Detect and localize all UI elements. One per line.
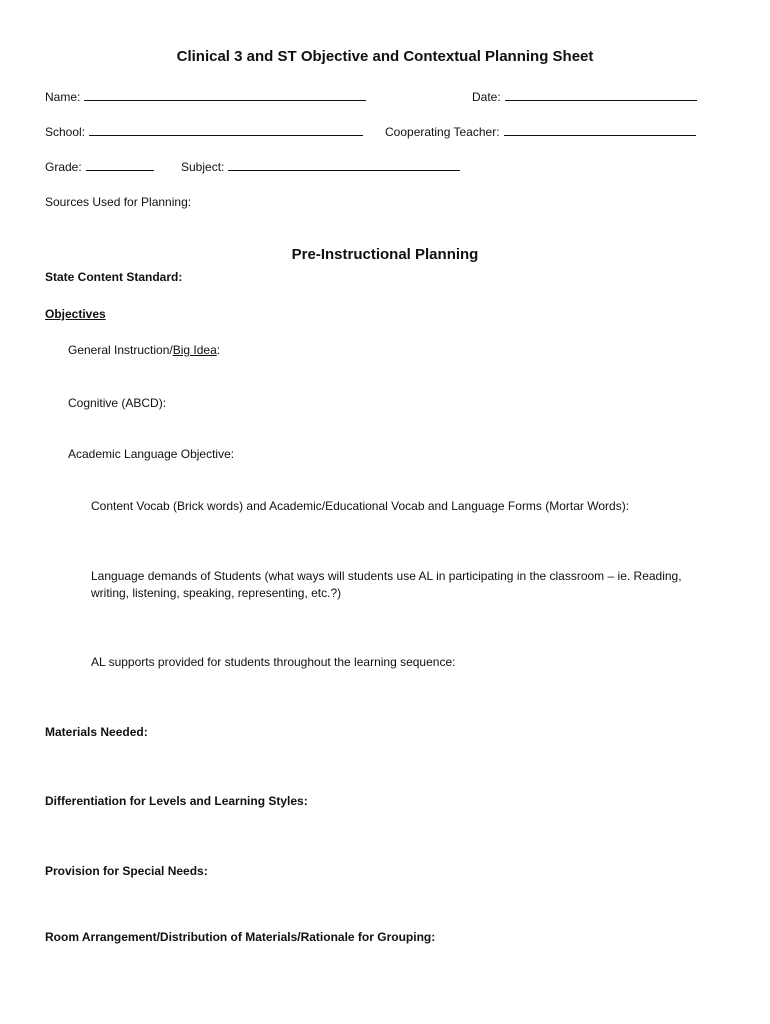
subject-label: Subject: — [181, 160, 225, 174]
cooperating-teacher-label: Cooperating Teacher: — [385, 125, 500, 139]
cooperating-teacher-blank-line[interactable] — [504, 125, 696, 136]
academic-language-objective-label: Academic Language Objective: — [68, 447, 235, 461]
cognitive-label: Cognitive (ABCD): — [68, 396, 167, 410]
page-title: Clinical 3 and ST Objective and Contextual Planning Sheet — [176, 48, 594, 65]
pre-instructional-heading: Pre-Instructional Planning — [291, 246, 479, 263]
special-needs-label: Provision for Special Needs: — [45, 864, 208, 878]
big-idea-text: Big Idea — [172, 343, 217, 357]
date-blank-line[interactable] — [505, 90, 697, 101]
school-label: School: — [45, 125, 86, 139]
room-arrangement-label: Room Arrangement/Distribution of Materials/Rationale for Grouping: — [45, 930, 436, 944]
name-blank-line[interactable] — [84, 90, 366, 101]
date-label: Date: — [472, 90, 501, 104]
language-demands-line2: writing, listening, speaking, representing, etc.?) — [91, 586, 342, 600]
state-content-standard-label: State Content Standard: — [45, 270, 183, 284]
general-instruction-prefix: General Instruction/ — [68, 343, 173, 357]
general-instruction-label — [68, 343, 220, 357]
grade-label: Grade: — [45, 160, 82, 174]
objectives-heading: Objectives — [45, 307, 106, 321]
language-demands-line1: Language demands of Students (what ways will students use AL in participating in the classroom – ie. Reading, — [91, 569, 682, 583]
sources-label: Sources Used for Planning: — [45, 195, 192, 209]
date-field[interactable] — [472, 90, 697, 104]
general-instruction-colon: : — [216, 343, 221, 357]
materials-needed-label: Materials Needed: — [45, 725, 148, 739]
name-label: Name: — [45, 90, 81, 104]
subject-field[interactable] — [181, 160, 460, 174]
content-vocab-label: Content Vocab (Brick words) and Academic/Educational Vocab and Language Forms (Mortar Words): — [91, 499, 630, 513]
school-field[interactable] — [45, 125, 363, 139]
al-supports-label: AL supports provided for students throughout the learning sequence: — [91, 655, 456, 669]
subject-blank-line[interactable] — [228, 160, 460, 171]
grade-blank-line[interactable] — [86, 160, 154, 171]
cooperating-teacher-field[interactable] — [385, 125, 696, 139]
grade-field[interactable] — [45, 160, 154, 174]
school-blank-line[interactable] — [89, 125, 363, 136]
differentiation-label: Differentiation for Levels and Learning Styles: — [45, 794, 308, 808]
name-field[interactable] — [45, 90, 366, 104]
